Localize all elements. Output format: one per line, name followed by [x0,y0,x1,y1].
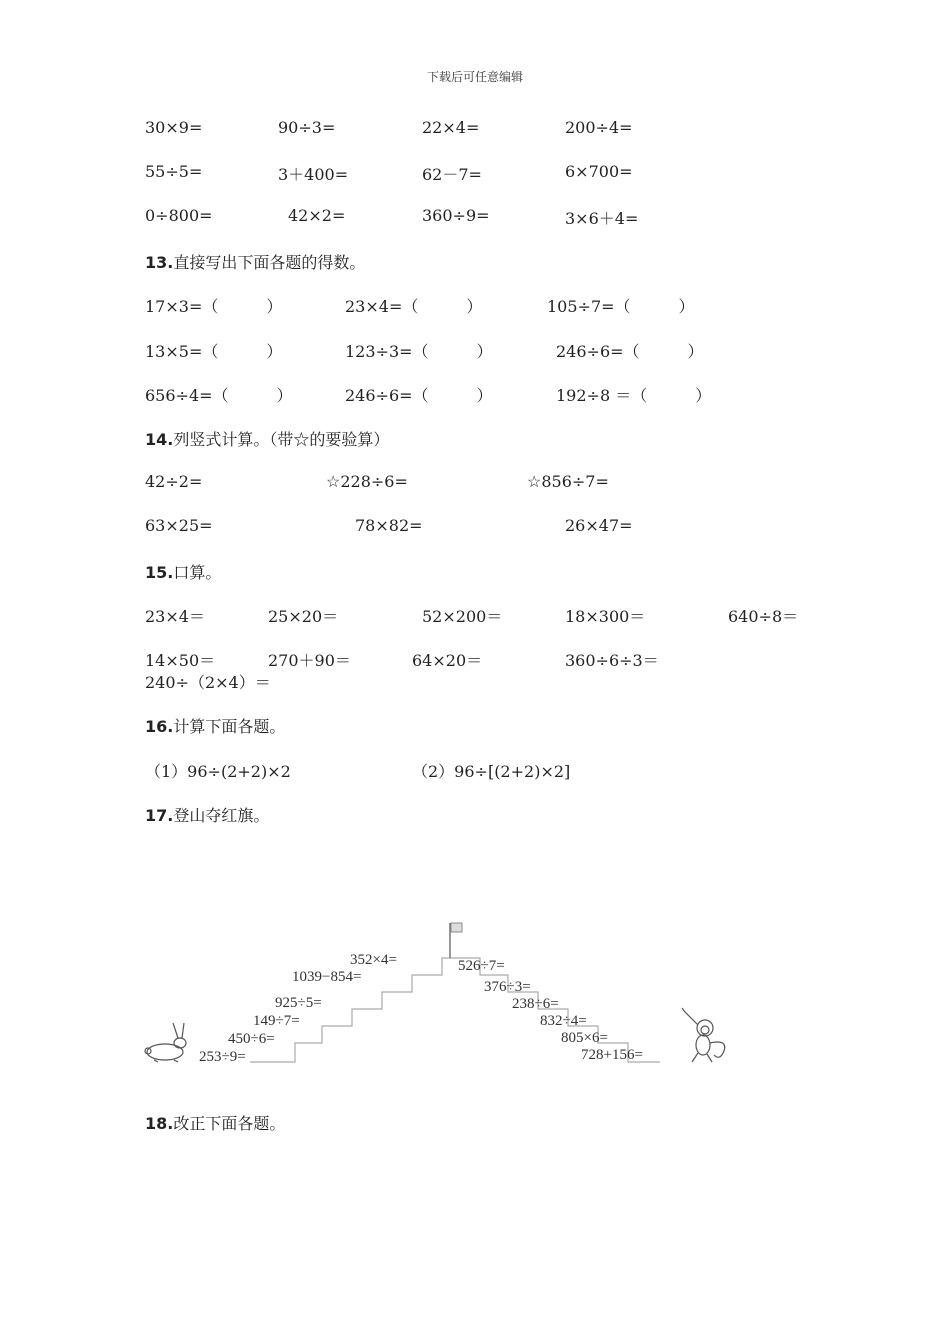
question-number: 13. [145,253,174,272]
step-label: 238÷6= [512,996,559,1012]
expression: 13×5=（ ） [145,342,283,361]
step-label: 925÷5= [275,995,322,1011]
question-title: 直接写出下面各题的得数。 [173,253,366,272]
expression: 25×20＝ [268,607,339,626]
flag-icon [450,923,462,958]
expression: 63×25= [145,516,213,535]
expression: ☆856÷7= [527,472,609,491]
expression: 3＋400= [278,165,349,184]
expression: 640÷8＝ [728,607,799,626]
expression: 23×4＝ [145,607,205,626]
page-header: 下载后可任意编辑 [426,70,523,84]
question-number: 15. [145,563,174,582]
question-title: 计算下面各题。 [173,717,286,736]
mountain-staircase-figure [140,915,740,1075]
expression: 17×3=（ ） [145,297,283,316]
expression: 23×4=（ ） [345,297,483,316]
step-label: 253÷9= [199,1049,246,1065]
expression: 0÷800= [145,206,213,225]
expression: ☆228÷6= [326,472,408,491]
question-title: 口算。 [173,563,222,582]
expression: 64×20＝ [412,651,483,670]
expression: 90÷3= [278,118,336,137]
expression: 52×200＝ [422,607,503,626]
question-number: 18. [145,1114,174,1133]
step-label: 728+156= [581,1047,643,1063]
question-16-heading [145,714,285,737]
step-label: 352×4= [350,952,397,968]
expression: 360÷6÷3＝ [565,651,659,670]
expression: 14×50＝ [145,651,216,670]
expression: 18×300＝ [565,607,646,626]
step-label: 1039−854= [292,969,362,985]
step-label: 805×6= [561,1030,608,1046]
expression: 30×9= [145,118,203,137]
expression: 360÷9= [422,206,490,225]
question-14-heading [145,427,389,450]
step-label: 149÷7= [253,1013,300,1029]
question-title: 登山夺红旗。 [173,806,270,825]
step-label: 526÷7= [458,958,505,974]
expression: 656÷4=（ ） [145,386,293,405]
expression: 3×6＋4= [565,209,639,228]
expression: 246÷6=（ ） [345,386,493,405]
expression: 26×47= [565,516,633,535]
question-number: 17. [145,806,174,825]
expression: 42÷2= [145,472,203,491]
step-label: 832÷4= [540,1013,587,1029]
rabbit-icon [145,1023,186,1062]
expression: （2）96÷[(2+2)×2] [412,762,571,781]
expression: 270＋90＝ [268,651,351,670]
expression: 240÷（2×4）＝ [145,673,271,692]
expression: 192÷8 ＝（ ） [556,386,712,405]
expression: 6×700= [565,162,633,181]
question-number: 14. [145,430,174,449]
expression: 123÷3=（ ） [345,342,493,361]
expression: 42×2= [288,206,346,225]
expression: 246÷6=（ ） [556,342,704,361]
question-17-heading [145,803,269,826]
step-label: 450÷6= [228,1031,275,1047]
expression: （1）96÷(2+2)×2 [145,762,291,781]
question-number: 16. [145,717,174,736]
expression: 55÷5= [145,162,203,181]
expression: 105÷7=（ ） [547,297,695,316]
monkey-icon [682,1008,725,1062]
question-title: 改正下面各题。 [173,1114,286,1133]
question-title: 列竖式计算。（带☆的要验算） [173,430,390,449]
question-18-heading [145,1111,285,1134]
question-15-heading [145,560,221,583]
expression: 78×82= [355,516,423,535]
expression: 200÷4= [565,118,633,137]
expression: 22×4= [422,118,480,137]
question-13-heading [145,250,365,273]
step-label: 376÷3= [484,979,531,995]
expression: 62－7= [422,165,482,184]
